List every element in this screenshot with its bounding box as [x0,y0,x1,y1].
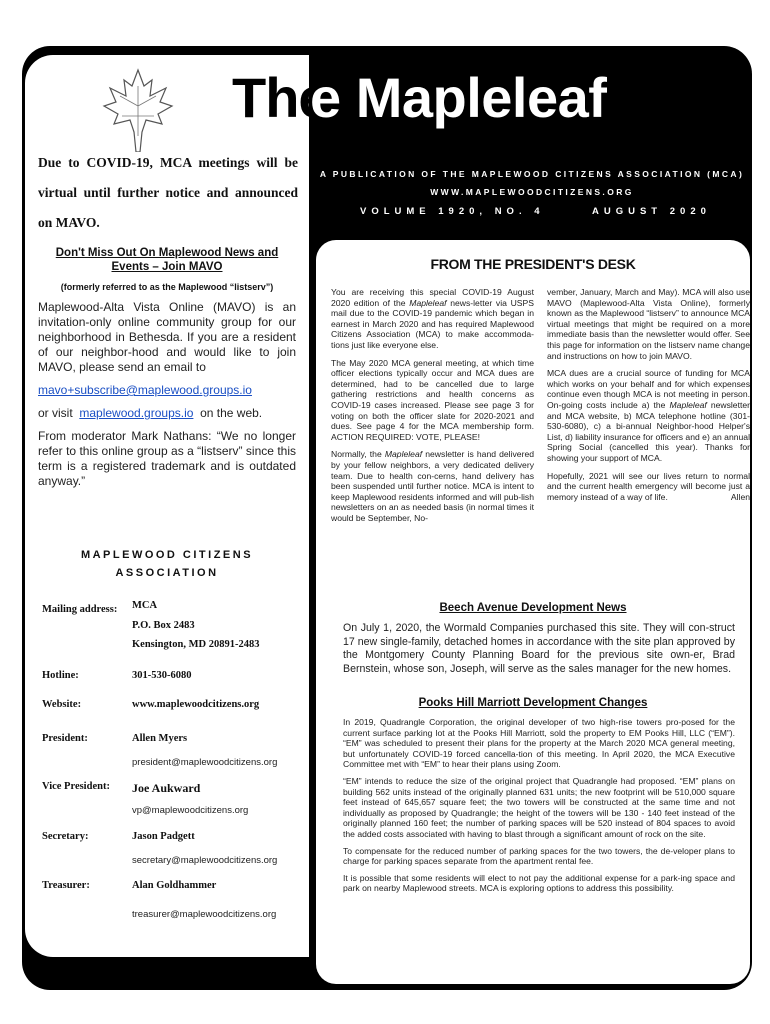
president-paragraph-1: You are receiving this special COVID-19 August 2020 edition of the Mapleleaf news-letter via USPS mail due to the COVID-19 pandemic which began in earnest in March 2020 and has required Maplewood Citizens Association (MCA) to make accommoda-tions just like everyone else. [331,287,534,350]
secretary-label: Secretary: [42,831,89,842]
president-paragraph-3: Normally, the Mapleleaf newsletter is hand delivered by your fellow neighbors, a very dedicated delivery team. Due to health con-cerns, hand delivery has been suspended until further notice. MCA is intent to keep Maplewood residents informed and will pub-lish newsletters on an as needed basis (in normal times it would be September, No- [331,449,534,523]
treasurer-name: Alan Goldhammer [132,880,217,891]
secretary-name: Jason Padgett [132,831,195,842]
volume-number: VOLUME 1920, NO. 4 [360,206,545,217]
issue-date: AUGUST 2020 [592,206,711,217]
president-desk-title: FROM THE PRESIDENT'S DESK [430,256,636,272]
vice-president-email[interactable]: vp@maplewoodcitizens.org [132,805,249,816]
treasurer-label: Treasurer: [42,880,90,891]
secretary-email[interactable]: secretary@maplewoodcitizens.org [132,855,278,866]
beech-body: On July 1, 2020, the Wormald Companies purchased this site. They will con-struct 17 new single-family, detached homes in accordance with the site plan approved by the Montgomery County Planning Board for the previous site own-er, Brad Bernstein, whose son, Joseph, will serve as the sales manager for the new homes. [343,622,735,675]
mavo-web-link[interactable]: maplewood.groups.io [79,406,194,420]
publication-banner [312,165,752,201]
mailing-label: Mailing address: [42,604,118,615]
covid-notice: Due to COVID-19, MCA meetings will be virtual until further notice and announced on MAVO. [38,155,298,230]
hotline-label: Hotline: [42,670,79,681]
pooks-paragraph-1: In 2019, Quadrangle Corporation, the original developer of two high-rise towers pro-posed for the current surface parking lot at the Pooks Hill Marriott, sold the property to EM Pooks Hill, LLC (“EM”). “EM” was scheduled to present their plans for the property at the March 2020 MCA general meeting, but unfortunately COVID-19 forced cancella-tion of this meeting. In April 2020, the MCA Executive Committee met with “EM” to hear their plans using Zoom. [343,717,735,770]
president-paragraph-2: The May 2020 MCA general meeting, at which time officer elections typically occur and MCA dues are determined, had to be cancelled due to large gathering restrictions and health concerns as COVID-19 cases increased. Please see page 3 for voting on both the officer slate for 2020-2021 and dues. See page 4 for the MCA membership form. ACTION REQUIRED: VOTE, PLEASE! [331,357,534,442]
president-paragraph-5: MCA dues are a crucial source of funding for MCA which works on your behalf and for which expenses continue even though MCA is not meeting in person. On-going costs include a) the Mapleleaf newsletter and MCA website, b) MCA telephone hotline (301-530-6080), c) a bi-annual Neighbor-hood Helper's List, d) liability insurance for officers and e) an annual Spring Social (cancelled this year). Thanks for showing your support of MCA. [547,368,751,463]
president-paragraph-4: vember, January, March and May). MCA will also use MAVO (Maplewood-Alta Vista Online), formerly known as the Maplewood “listserv” to announce MCA virtual meetings that might be required on a more immediate basis than the newsletter would offer. See this page for information on the listserv name change and instructions on how to join MAVO. [547,287,751,361]
masthead-title-the: The [232,66,329,129]
publication-website: WWW.MAPLEWOODCITIZENS.ORG [430,187,634,197]
beech-article [343,622,735,682]
vice-president-label: Vice President: [42,781,110,792]
president-paragraph-6: Hopefully, 2021 will see our lives return to normal and the current health emergency will become just a memory instead of a way of life. Allen [547,470,750,502]
pooks-article [343,717,735,900]
website-url[interactable]: www.maplewoodcitizens.org [132,699,260,710]
treasurer-email[interactable]: treasurer@maplewoodcitizens.org [132,909,277,920]
publication-line: A PUBLICATION OF THE MAPLEWOOD CITIZENS ASSOCIATION (MCA) [319,169,745,179]
mailing-name: MCA [132,600,158,611]
mavo-paragraph-3: From moderator Mark Nathans: “We no longer refer to this online group as a “listserv” since this term is a registered trademark and is outdated anyway.” [38,429,296,488]
president-signature: Allen [730,491,750,502]
mavo-subheading: (formerly referred to as the Maplewood “listserv”) [60,282,274,292]
maple-leaf-icon [100,66,176,152]
hotline-number: 301-530-6080 [132,670,192,681]
mavo-subscribe-email-link[interactable]: mavo+subscribe@maplewood.groups.io [38,383,252,397]
vice-president-name: Joe Aukward [132,781,201,795]
pooks-paragraph-2: “EM” intends to reduce the size of the original project that Quadrangle had proposed. “EM” plans on building 562 units instead of the originally planned 631 units; the new footprint will be 510,000 square feet instead of 645,657 square feet; the two towers will be constructed at the same time and not individually as proposed by Quadrangle; the height of the towers will be 130 - 140 feet instead of the originally planned 160 feet; the number of parking spaces will be 520 instead of 804 spaces to avoid the added costs associated with having to blast through a significant amount of rock on the site. [343,775,735,839]
pooks-paragraph-3: To compensate for the reduced number of parking spaces for the two towers, the de-veloper plans to charge for parking spaces separate from the apartment rental fee. [343,845,735,867]
pooks-paragraph-4: It is possible that some residents will elect to not pay the additional expense for a park-ing space and park on nearby Maplewood streets. MCA is exploring options to address this possibility. [343,872,735,894]
masthead-title-mapleleaf: e Mapleleaf [310,66,607,129]
mavo-section [38,300,296,497]
president-column-1 [331,287,534,530]
president-column-2 [547,287,750,509]
president-label: President: [42,733,88,744]
mavo-paragraph-2: or visit maplewood.groups.io on the web. [38,406,263,420]
mavo-paragraph-1: Maplewood-Alta Vista Online (MAVO) is an invitation-only online community group for our neighborhood in Bethesda. If you are a resident of our neighbor-hood and would like to join MAVO, please send an email to [38,300,296,374]
president-name: Allen Myers [132,733,188,744]
mavo-heading: Don't Miss Out On Maplewood News and Events – Join MAVO [55,247,279,273]
website-label: Website: [42,699,82,710]
beech-heading: Beech Avenue Development News [439,602,627,614]
mailing-city: Kensington, MD 20891-2483 [132,639,260,650]
pooks-heading: Pooks Hill Marriott Development Changes [418,697,648,709]
association-name: MAPLEWOOD CITIZENS ASSOCIATION [80,549,254,579]
mailing-po-box: P.O. Box 2483 [132,620,195,631]
president-email[interactable]: president@maplewoodcitizens.org [132,757,278,768]
